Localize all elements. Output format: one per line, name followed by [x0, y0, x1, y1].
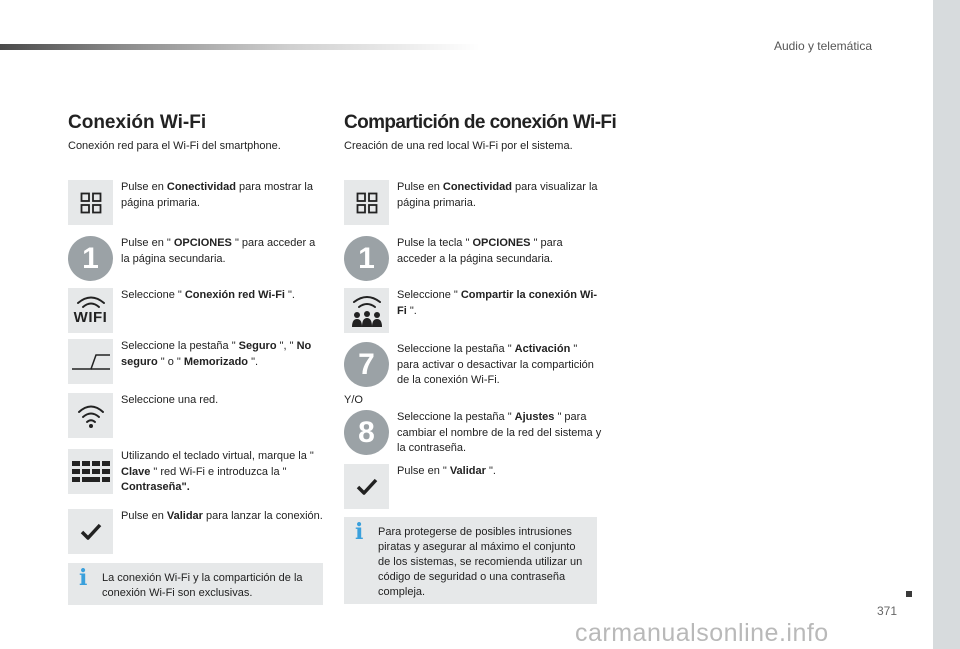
- info-icon: i: [355, 519, 364, 545]
- step-text: Pulse en " OPCIONES " para acceder a la página secundaria.: [121, 237, 316, 265]
- info-note: [344, 517, 597, 604]
- step-text: Pulse en Conectividad para mostrar la página primaria.: [121, 181, 313, 209]
- section-subtitle-wifi-sharing: Creación de una red local Wi-Fi por el sistema.: [344, 140, 573, 152]
- step-text: Pulse en Conectividad para visualizar la página primaria.: [397, 181, 598, 209]
- step-text: Seleccione " Compartir la conexión Wi-Fi ".: [397, 289, 598, 317]
- info-note: [68, 563, 323, 605]
- step-text: Seleccione la pestaña " Seguro ", " No seguro " o " Memorizado ".: [121, 340, 312, 368]
- page-number: 371: [877, 604, 898, 618]
- wifi-icon: [68, 393, 113, 438]
- step-text: Seleccione " Conexión red Wi-Fi ".: [121, 289, 295, 301]
- step-text: Seleccione la pestaña " Activación " para activar o desactivar la compartición de la conexión Wi-Fi.: [397, 343, 594, 386]
- keyboard-icon: [68, 449, 113, 494]
- header-gradient-bar: [0, 44, 480, 50]
- check-icon: [68, 509, 113, 554]
- section-subtitle-wifi: Conexión red para el Wi-Fi del smartphone.: [68, 140, 281, 152]
- or-label: Y/O: [344, 394, 363, 406]
- info-icon: i: [79, 565, 88, 591]
- step-text: Pulse en Validar para lanzar la conexión.: [121, 510, 323, 522]
- tab-icon: [68, 339, 113, 384]
- step-text: Pulse la tecla " OPCIONES " para acceder a la página secundaria.: [397, 237, 563, 265]
- wifi-label-text: WIFI: [73, 309, 108, 326]
- step-number-badge: 1: [68, 236, 113, 281]
- page-marker: [906, 591, 912, 597]
- info-note-text: La conexión Wi-Fi y la compartición de la conexión Wi-Fi son exclusivas.: [102, 572, 303, 599]
- side-tab-strip: [933, 0, 960, 649]
- step-text: Seleccione una red.: [121, 394, 219, 406]
- grid-icon: [344, 180, 389, 225]
- step-number-badge: 7: [344, 342, 389, 387]
- step-text: Utilizando el teclado virtual, marque la " Clave " red Wi-Fi e introduzca la " Contraseña".: [121, 450, 314, 493]
- grid-icon: [68, 180, 113, 225]
- check-icon: [344, 464, 389, 509]
- watermark: carmanualsonline.info: [575, 619, 829, 647]
- step-text: Pulse en " Validar ".: [397, 465, 496, 477]
- chapter-title: Audio y telemática: [773, 39, 872, 53]
- wifi-share-icon: [344, 288, 389, 333]
- section-title-wifi: Conexión Wi-Fi: [68, 112, 207, 133]
- section-title-wifi-sharing: Compartición de conexión Wi-Fi: [344, 112, 617, 133]
- info-note-text: Para protegerse de posibles intrusiones piratas y asegurar al máximo el conjunto de los sistemas, se recomienda utilizar un código de seguridad o una contraseña compleja.: [378, 526, 583, 598]
- step-number-badge: 1: [344, 236, 389, 281]
- step-text: Seleccione la pestaña " Ajustes " para cambiar el nombre de la red del sistema y la contraseña.: [397, 411, 602, 454]
- step-number-badge: 8: [344, 410, 389, 455]
- wifi-label-icon: [68, 288, 113, 333]
